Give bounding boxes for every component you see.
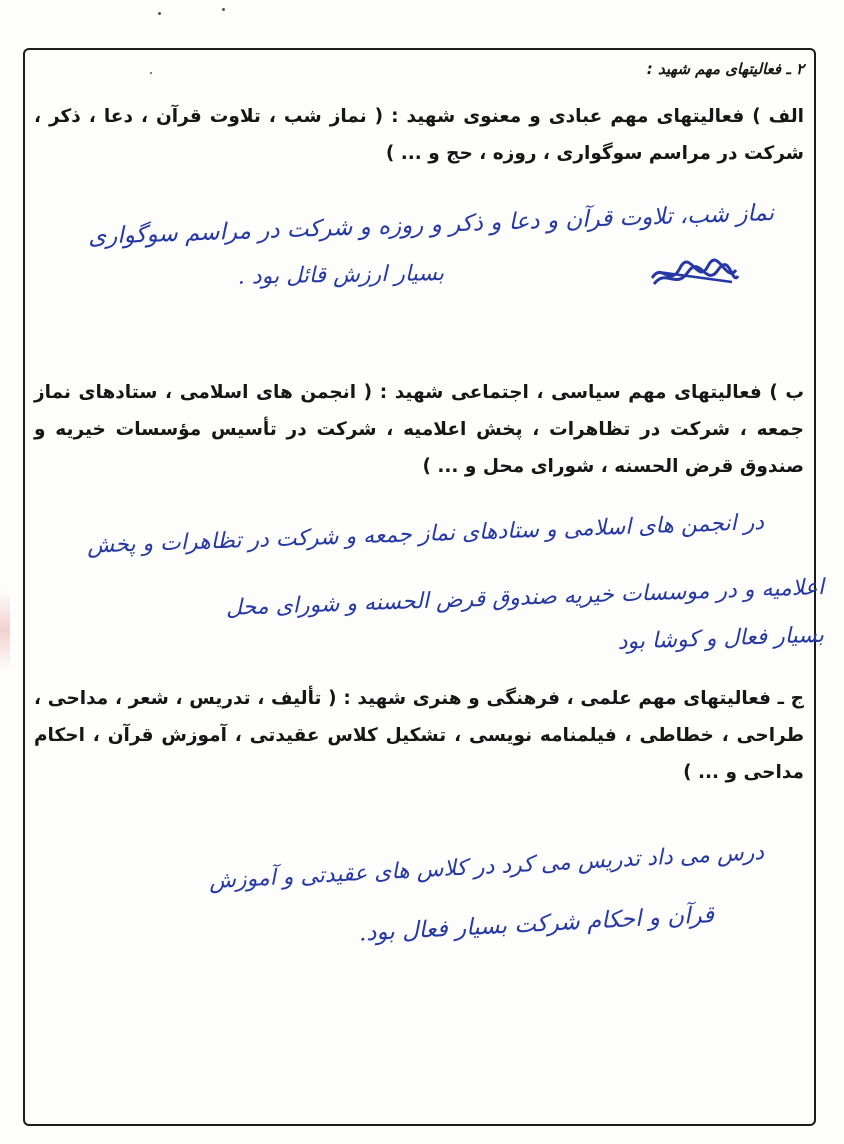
- section-b-printed-text: ب ) فعالیتهای مهم سیاسی ، اجتماعی شهید : ( انجمن های اسلامی ، ستادهای نماز جمعه ، شرکت در تظاهرات ، پخش اعلامیه ، شرکت در تأسیس مؤسسات خیریه و صندوق قرض الحسنه ، شورای محل و ... ): [34, 382, 804, 477]
- section-b-handwritten-line: اعلامیه و در موسسات خیریه صندوق قرض الحسنه و شورای محل: [225, 575, 825, 621]
- section-heading: ۲ ـ فعالیتهای مهم شهید :: [646, 60, 804, 78]
- section-a-printed-text: الف ) فعالیتهای مهم عبادی و معنوی شهید : ( نماز شب ، تلاوت قرآن ، دعا ، ذکر ، شرکت در مراسم سوگواری ، روزه ، حج و ... ): [34, 106, 804, 164]
- section-a-handwritten-line: نماز شب، تلاوت قرآن و دعا و ذکر و روزه و شرکت در مراسم سوگواری: [87, 200, 775, 250]
- scan-speck: [158, 12, 161, 15]
- scan-speck: [222, 8, 225, 11]
- crossed-out-scribble: [648, 258, 740, 292]
- section-c-handwritten-line: قرآن و احکام شرکت بسیار فعال بود.: [358, 902, 715, 947]
- section-a-handwritten-line: بسیار ارزش قائل بود .: [237, 261, 445, 290]
- edge-stain: [0, 590, 10, 670]
- section-b-handwritten-line: بسیار فعال و کوشا بود: [617, 622, 825, 655]
- section-c-printed-text: ج ـ فعالیتهای مهم علمی ، فرهنگی و هنری شهید : ( تألیف ، تدریس ، شعر ، مداحی ، طراحی ، خطاطی ، فیلمنامه نویسی ، تشکیل کلاس عقیدتی ، آموزش قرآن ، احکام مداحی و ... ): [34, 688, 804, 783]
- section-b-handwritten-line: در انجمن های اسلامی و ستادهای نماز جمعه و شرکت در تظاهرات و پخش: [86, 510, 765, 559]
- section-c-handwritten-line: درس می داد تدریس می کرد در کلاس های عقیدتی و آموزش: [208, 840, 765, 895]
